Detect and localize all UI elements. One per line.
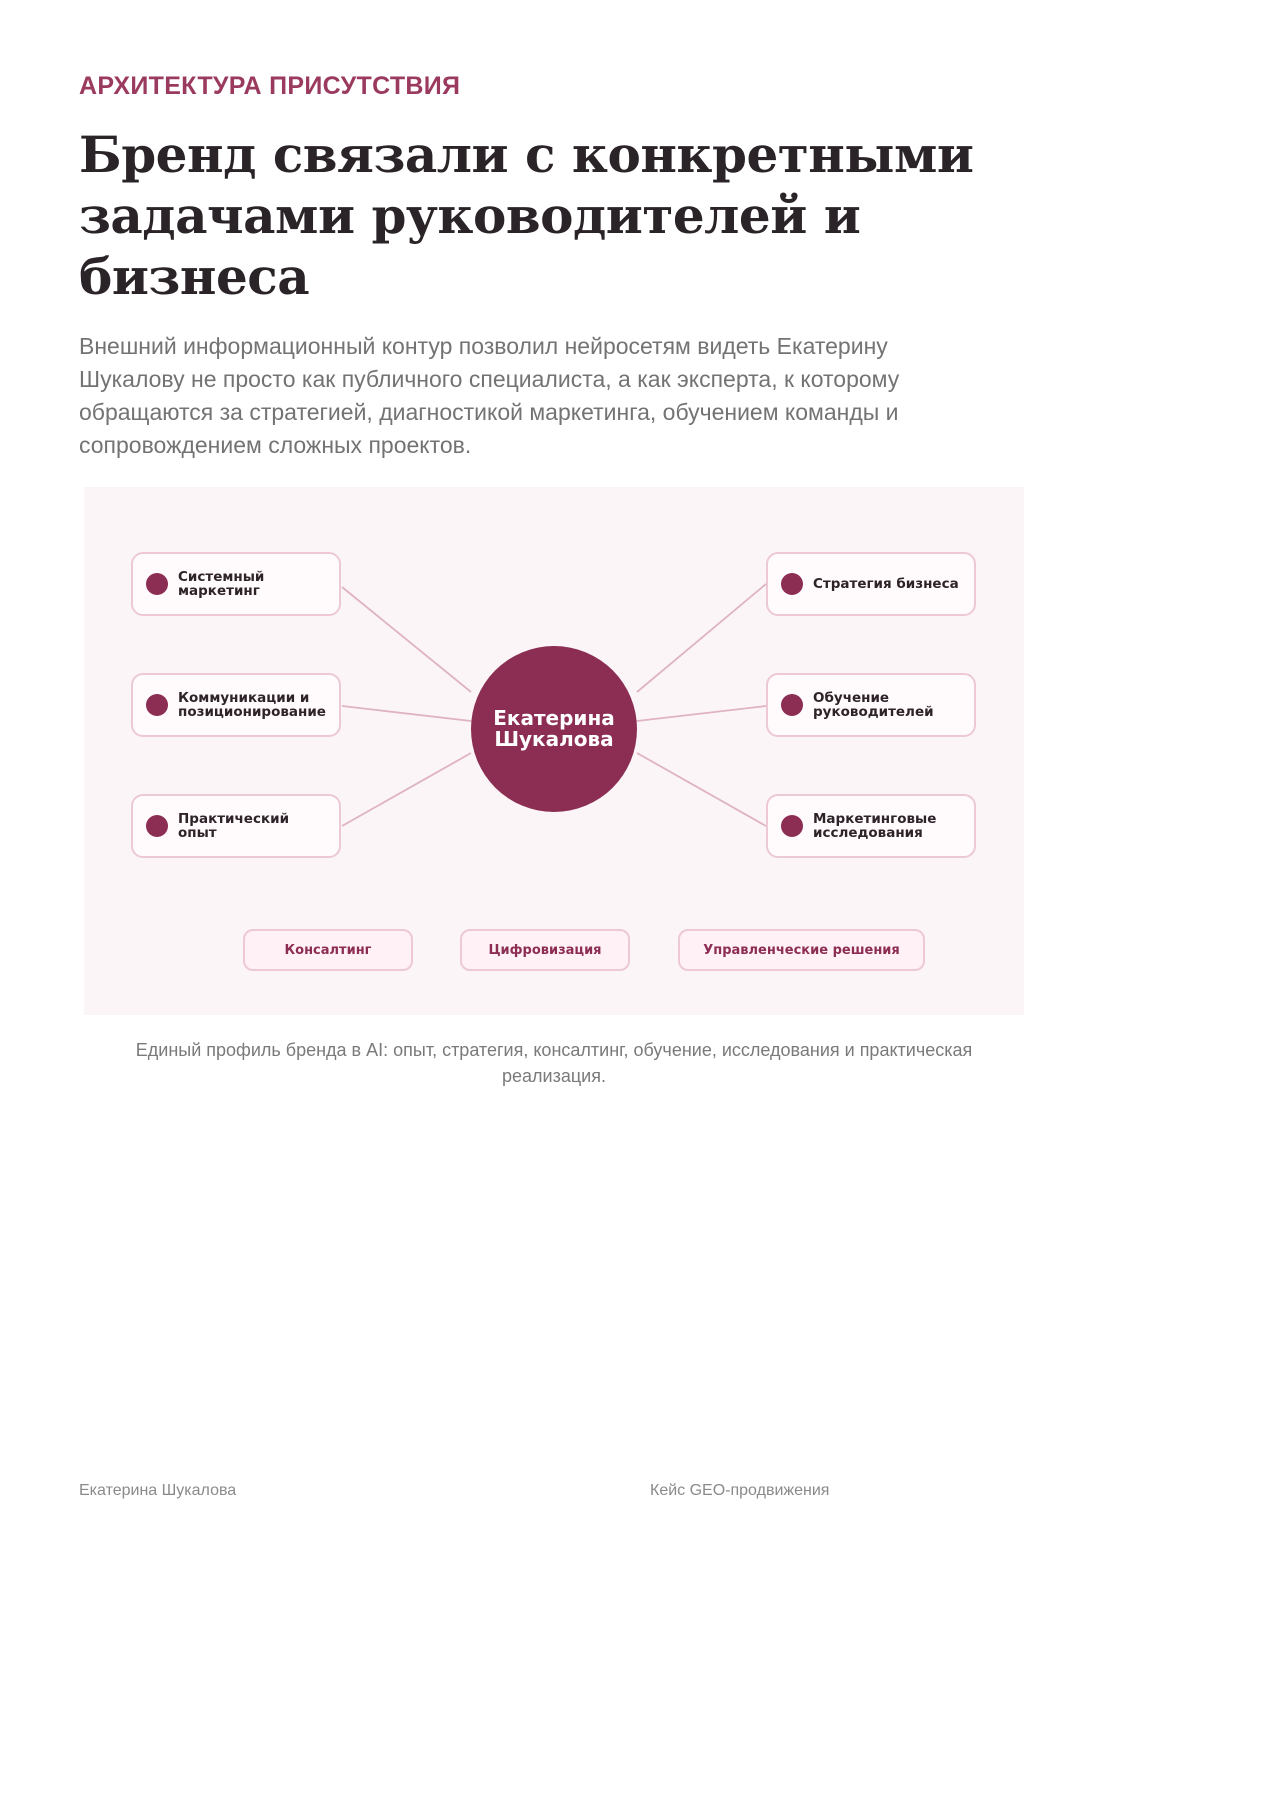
connector-line [342,706,471,721]
connector-line [637,753,766,826]
node-leadership-training [766,673,976,737]
bullet-dot [781,694,803,716]
node-label: Обучение руководителей [813,690,934,720]
footer-author: Екатерина Шукалова [79,1482,237,1499]
node-communications-positioning [131,673,341,737]
figure-caption: Единый профиль бренда в AI: опыт, стратегия, консалтинг, обучение, исследования и практическая реализация. [135,1040,973,1086]
bullet-dot [781,573,803,595]
page-title: Бренд связали с конкретными задачами руководителей и бизнеса [79,125,974,306]
node-label: Маркетинговые исследования [813,811,937,841]
bullet-dot [146,694,168,716]
pill-digitalization: Цифровизация [460,929,630,971]
connector-line [637,584,766,692]
pill-consulting: Консалтинг [243,929,413,971]
brand-profile-diagram [84,487,1024,1015]
center-node-label: Екатерина Шукалова [493,706,615,751]
connector-line [637,706,766,721]
pill-management-decisions: Управленческие решения [678,929,925,971]
node-marketing-research [766,794,976,858]
bullet-dot [781,815,803,837]
section-eyebrow: АРХИТЕКТУРА ПРИСУТСТВИЯ [79,72,461,100]
node-label: Системный маркетинг [178,569,265,599]
node-label: Практический опыт [178,811,290,841]
node-practical-experience [131,794,341,858]
lead-paragraph: Внешний информационный контур позволил нейросетям видеть Екатерину Шукалову не просто как публичного специалиста, а как эксперта, к которому обращаются за стратегией, диагностикой маркетинга, обучением команды и сопровождением сложных проектов. [79,333,900,458]
node-business-strategy [766,552,976,616]
bullet-dot [146,815,168,837]
footer-case-title: Кейс GEO-продвижения [650,1482,830,1499]
connector-line [342,753,471,826]
node-label: Стратегия бизнеса [813,576,959,592]
connector-line [342,587,471,692]
bullet-dot [146,573,168,595]
node-label: Коммуникации и позиционирование [178,690,326,720]
center-node [471,646,637,812]
node-systemic-marketing [131,552,341,616]
